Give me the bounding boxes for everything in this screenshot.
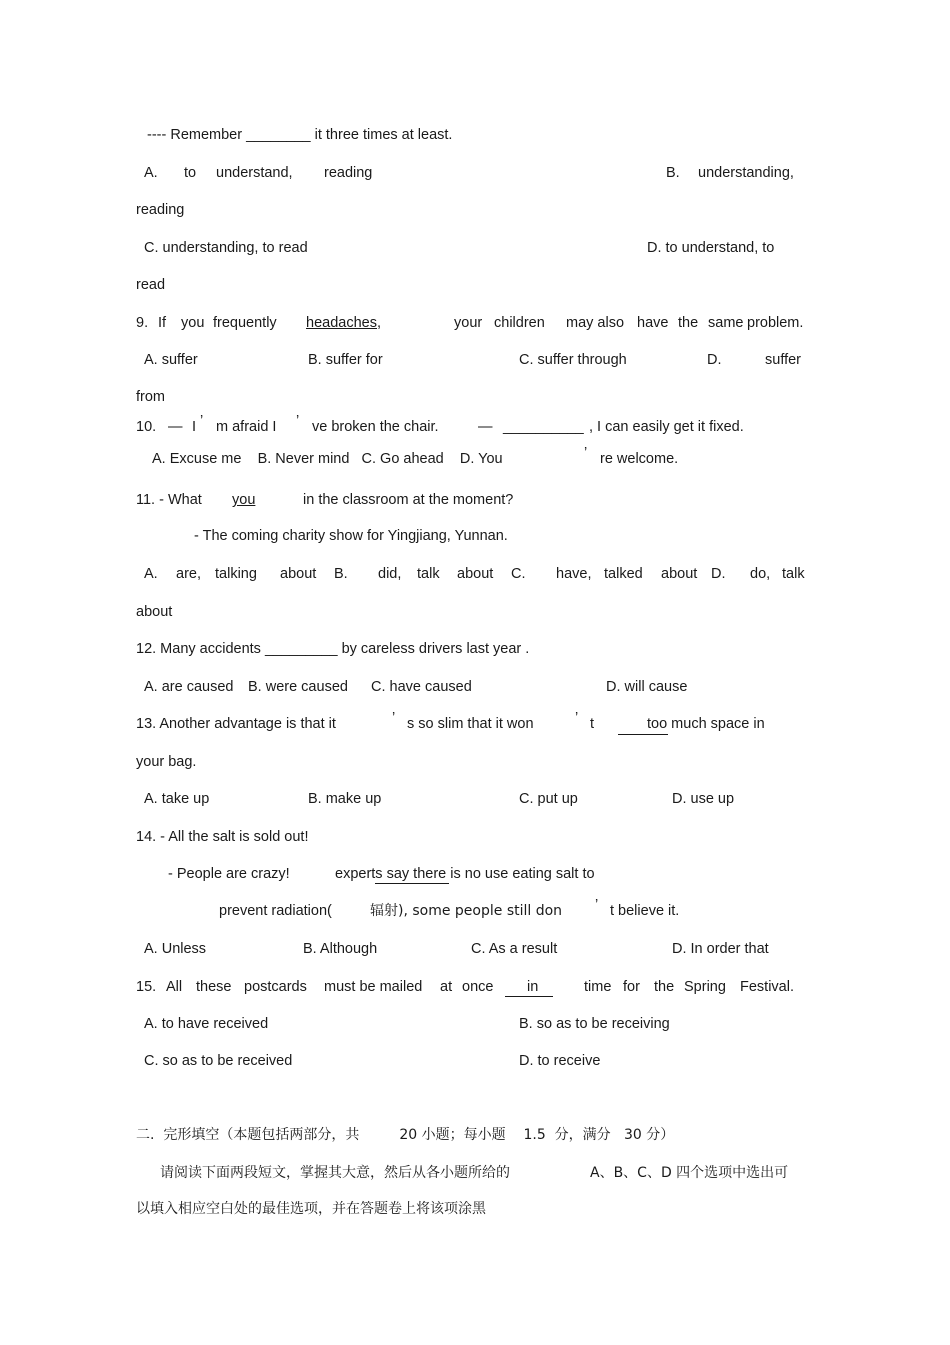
q11-stem-end: in the classroom at the moment?: [303, 492, 514, 508]
q15-blank-line: [505, 996, 553, 997]
q14-line2: - People are crazy!: [168, 866, 290, 882]
q15-word: the: [654, 979, 675, 995]
q13-blank-line: [618, 734, 668, 735]
q11-opt: do,: [750, 566, 771, 582]
q10-text: m afraid I: [216, 419, 277, 435]
q15-word: time: [584, 979, 612, 995]
q13-stem: s so slim that it won: [407, 716, 534, 732]
q15-option-d: D. to receive: [519, 1053, 601, 1069]
q11-opt: did,: [378, 566, 402, 582]
q10-options: A. Excuse me B. Never mind C. Go ahead D. You: [152, 451, 503, 467]
q15-word: in: [527, 979, 539, 995]
q11-opt: C.: [511, 566, 526, 582]
q14-option-c: C. As a result: [471, 941, 558, 957]
q8-stem: ---- Remember ________ it three times at least.: [147, 127, 453, 143]
q10-options-end: re welcome.: [600, 451, 679, 467]
q10-text: , I can easily get it fixed.: [589, 419, 744, 435]
q14-option-b: B. Although: [303, 941, 378, 957]
q10-text: ve broken the chair.: [312, 419, 439, 435]
q15-option-b: B. so as to be receiving: [519, 1016, 670, 1032]
q10-number: 10.: [136, 419, 157, 435]
q14-option-a: A. Unless: [144, 941, 207, 957]
q8-option-a-word: reading: [324, 165, 373, 181]
q9-word: problem.: [747, 315, 804, 331]
q11-opt: are,: [176, 566, 201, 582]
q15-word: Festival.: [740, 979, 794, 995]
q15-word: must be mailed: [324, 979, 423, 995]
q15-word: 15.: [136, 979, 157, 995]
section2-instructions: 请阅读下面两段短文，掌握其大意，然后从各小题所给的: [160, 1165, 510, 1181]
section2-heading: 二. 完形填空（本题包括两部分，共 20 小题；每小题 1.5 分，满分 30 分）: [136, 1127, 675, 1143]
q9-word: have: [637, 315, 669, 331]
q11-opt: about: [280, 566, 317, 582]
q15-word: once: [462, 979, 494, 995]
q11-opt: B.: [334, 566, 348, 582]
q12-option-b: B. were caused: [248, 679, 348, 695]
section2-instructions-cont: 以填入相应空白处的最佳选项，并在答题卷上将该项涂黑: [136, 1201, 486, 1217]
q13-stem-cont: your bag.: [136, 754, 197, 770]
q13-stem: t: [590, 716, 595, 732]
q11-opt: have,: [556, 566, 592, 582]
q15-option-c: C. so as to be received: [144, 1053, 293, 1069]
q10-text: I: [192, 419, 197, 435]
q10-apostrophe: ’: [296, 413, 300, 429]
q9-word: children: [494, 315, 545, 331]
q8-option-a-label: A.: [144, 165, 158, 181]
q11-blank-word: you: [232, 492, 256, 508]
q14-underline: [375, 883, 449, 884]
q9-option-c: C. suffer through: [519, 352, 627, 368]
q9-word: same: [708, 315, 744, 331]
q15-word: All: [166, 979, 183, 995]
q14-apostrophe: ’: [595, 897, 599, 913]
q10-apostrophe: ’: [200, 413, 204, 429]
q8-option-b-word: understanding,: [698, 165, 794, 181]
q14-line3: t believe it.: [610, 903, 680, 919]
q11-opt: about: [457, 566, 494, 582]
q11-opt: about: [661, 566, 698, 582]
q8-option-b-label: B.: [666, 165, 680, 181]
q13-stem: 13. Another advantage is that it: [136, 716, 336, 732]
q11-opt: D.: [711, 566, 726, 582]
q11-opt: talking: [215, 566, 257, 582]
q10-blank: __________: [503, 419, 584, 435]
q9-word: frequently: [213, 315, 277, 331]
q14-stem: 14. - All the salt is sold out!: [136, 829, 309, 845]
q13-option-b: B. make up: [308, 791, 382, 807]
q8-option-d-cont: read: [136, 277, 166, 293]
q9-word: the: [678, 315, 699, 331]
q14-option-d: D. In order that: [672, 941, 769, 957]
q9-word: 9.: [136, 315, 149, 331]
q11-opt: talk: [782, 566, 805, 582]
q9-option-d-word: suffer: [765, 352, 802, 368]
q9-word: your: [454, 315, 483, 331]
q9-option-b: B. suffer for: [308, 352, 383, 368]
q11-opt: talk: [417, 566, 440, 582]
q15-word: for: [623, 979, 640, 995]
q15-option-a: A. to have received: [144, 1016, 269, 1032]
q13-stem-end: too much space in: [647, 716, 765, 732]
q12-option-d: D. will cause: [606, 679, 688, 695]
section2-instructions: A、B、C、D 四个选项中选出可: [590, 1165, 789, 1181]
q15-word: at: [440, 979, 453, 995]
q15-word: postcards: [244, 979, 307, 995]
q9-blank-word: headaches,: [306, 315, 381, 331]
q9-option-a: A. suffer: [144, 352, 198, 368]
q8-option-a-word: to: [184, 165, 197, 181]
q9-word: If: [158, 315, 167, 331]
q11-opt-cont: about: [136, 604, 173, 620]
q12-option-a: A. are caused: [144, 679, 234, 695]
q8-option-b-cont: reading: [136, 202, 185, 218]
q9-option-d-cont: from: [136, 389, 165, 405]
q15-word: Spring: [684, 979, 726, 995]
q9-word: you: [181, 315, 205, 331]
q13-option-c: C. put up: [519, 791, 578, 807]
q8-option-d: D. to understand, to: [647, 240, 775, 256]
q10-apostrophe: ’: [584, 445, 588, 461]
q9-option-d-label: D.: [707, 352, 722, 368]
q10-dash: —: [168, 419, 183, 435]
q10-dash: —: [478, 419, 493, 435]
q12-stem: 12. Many accidents _________ by careless drivers last year .: [136, 641, 530, 657]
q12-option-c: C. have caused: [371, 679, 472, 695]
q15-word: these: [196, 979, 232, 995]
q8-option-c: C. understanding, to read: [144, 240, 308, 256]
q13-apostrophe: ’: [392, 710, 396, 726]
q9-word: may also: [566, 315, 625, 331]
q14-line2-end: experts say there is no use eating salt to: [335, 866, 595, 882]
q14-line3: prevent radiation(: [219, 903, 332, 919]
q8-option-a-word: understand,: [216, 165, 293, 181]
q13-option-d: D. use up: [672, 791, 735, 807]
q11-stem: 11. - What: [136, 492, 202, 508]
q11-opt: talked: [604, 566, 643, 582]
q11-answer-line: - The coming charity show for Yingjiang, Yunnan.: [194, 528, 508, 544]
q14-line3: 辐射), some people still don: [370, 903, 563, 919]
q13-apostrophe: ’: [575, 710, 579, 726]
q11-opt: A.: [144, 566, 158, 582]
q13-option-a: A. take up: [144, 791, 210, 807]
